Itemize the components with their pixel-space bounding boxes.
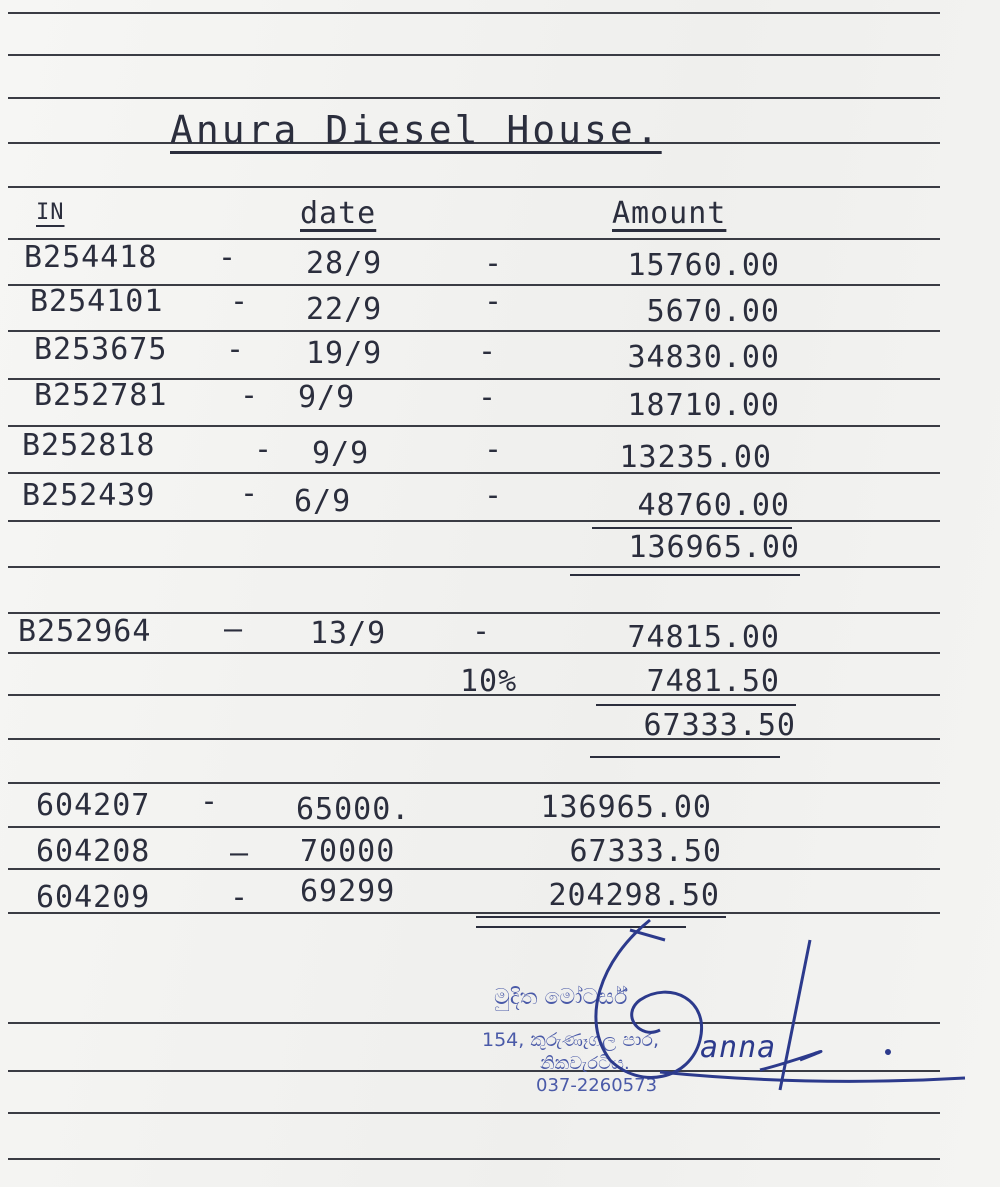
- invoice-date: 22/9: [306, 292, 383, 327]
- cheque-applied: 136965.00: [540, 790, 712, 825]
- invoice-date: 28/9: [306, 246, 383, 281]
- dash: —: [224, 612, 244, 647]
- invoice-in: B253675: [34, 332, 168, 367]
- discount-label: 10%: [460, 664, 518, 699]
- dash: -: [484, 432, 504, 467]
- signature-text: anna: [700, 1030, 777, 1065]
- cheque-no: 604209: [36, 880, 151, 915]
- stamp-shop-name: මුදිත මෝටර්ස්: [494, 985, 628, 1010]
- invoice-date: 6/9: [294, 484, 352, 519]
- dash: -: [226, 332, 246, 367]
- header-in: IN: [36, 200, 65, 225]
- cheque-amount: 70000: [300, 834, 396, 869]
- invoice-amount: 5670.00: [646, 294, 780, 329]
- header-date: date: [300, 196, 377, 231]
- invoice-amount: 13235.00: [619, 440, 772, 475]
- dash: -: [240, 378, 260, 413]
- net-amount: 67333.50: [643, 708, 796, 743]
- subtotal-amount: 136965.00: [628, 530, 800, 565]
- invoice-in: B252964: [18, 614, 152, 649]
- page-title: Anura Diesel House.: [170, 108, 662, 152]
- dash: -: [230, 880, 250, 915]
- invoice-date: 9/9: [312, 436, 370, 471]
- discount-amount: 7481.50: [646, 664, 780, 699]
- invoice-in: B252818: [22, 428, 156, 463]
- cheque-amount: 65000.: [296, 792, 411, 827]
- cheque-no: 604207: [36, 788, 151, 823]
- dash: -: [240, 476, 260, 511]
- cheque-applied: 67333.50: [569, 834, 722, 869]
- invoice-in: B254418: [24, 240, 158, 275]
- invoice-in: B252439: [22, 478, 156, 513]
- invoice-date: 13/9: [310, 616, 387, 651]
- dash: -: [200, 784, 220, 819]
- invoice-amount: 48760.00: [637, 488, 790, 523]
- dash: -: [254, 432, 274, 467]
- dash: -: [472, 614, 492, 649]
- invoice-date: 19/9: [306, 336, 383, 371]
- dash: -: [478, 334, 498, 369]
- dash: -: [484, 246, 504, 281]
- dash: -: [484, 478, 504, 513]
- dash: -: [230, 284, 250, 319]
- cheque-no: 604208: [36, 834, 151, 869]
- invoice-amount: 15760.00: [627, 248, 780, 283]
- invoice-in: B254101: [30, 284, 164, 319]
- cheque-total: 204298.50: [548, 878, 720, 913]
- stamp-phone: 037-2260573: [536, 1075, 658, 1096]
- invoice-in: B252781: [34, 378, 168, 413]
- invoice-amount: 18710.00: [627, 388, 780, 423]
- dash: -: [218, 240, 238, 275]
- stamp-address: 154, කුරුණෑගල පාර,: [482, 1029, 660, 1051]
- stamp-town: නිකවැරටිය.: [540, 1053, 630, 1074]
- header-amount: Amount: [612, 196, 727, 231]
- dash: -: [478, 380, 498, 415]
- dash: —: [230, 836, 250, 871]
- invoice-amount: 74815.00: [627, 620, 780, 655]
- invoice-amount: 34830.00: [627, 340, 780, 375]
- invoice-date: 9/9: [298, 380, 356, 415]
- dash: -: [484, 284, 504, 319]
- cheque-amount: 69299: [300, 874, 396, 909]
